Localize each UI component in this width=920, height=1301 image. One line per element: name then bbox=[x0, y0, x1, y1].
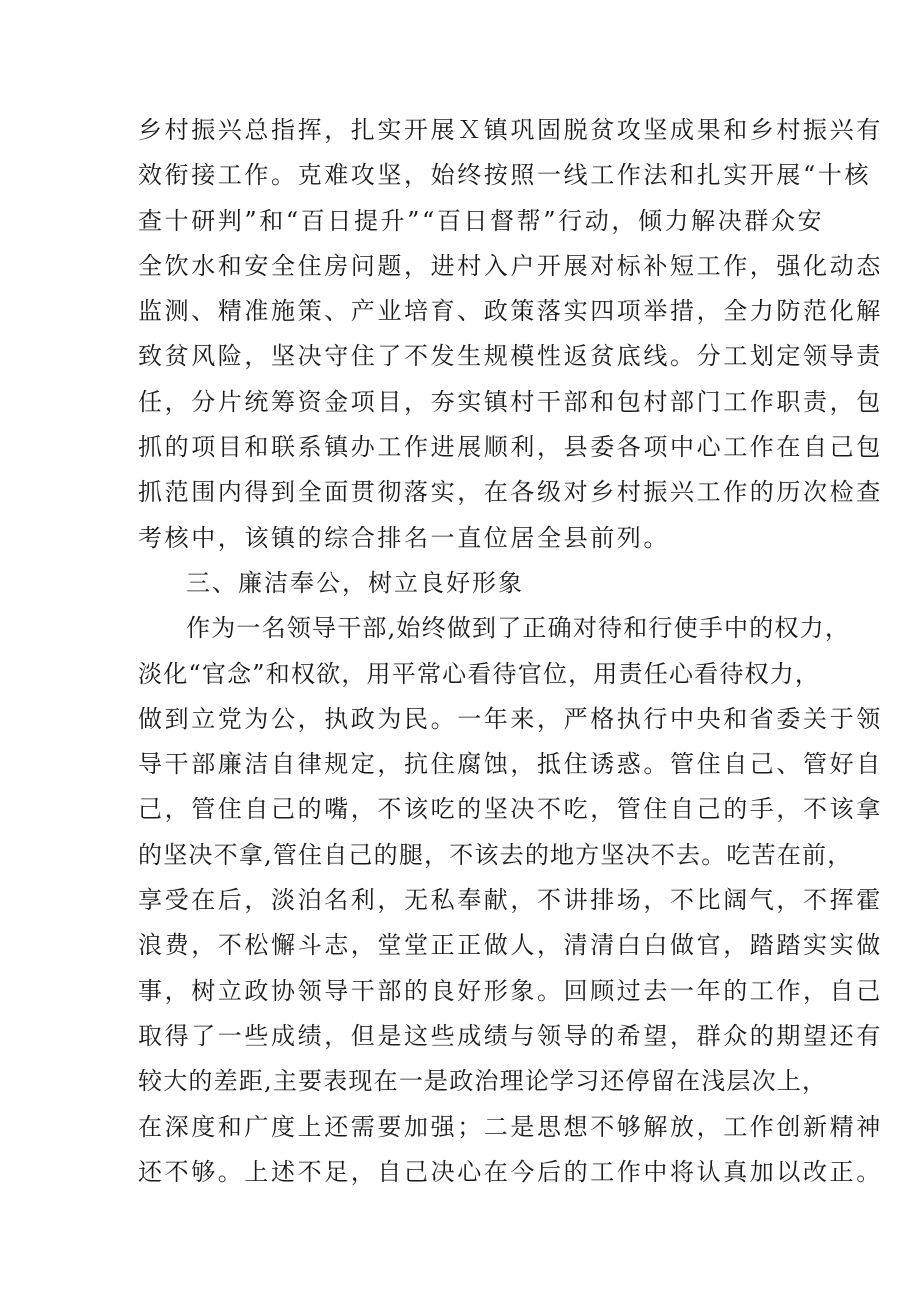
continued-paragraph bbox=[138, 108, 883, 561]
paragraph-line: 乡村振兴总指挥，扎实开展Ｘ镇巩固脱贫攻坚成果和乡村振兴有 bbox=[138, 116, 883, 144]
paragraph-line: 己，管住自己的嘴，不该吃的坚决不吃，管住自己的手，不该拿 bbox=[138, 795, 883, 824]
paragraph-line: 做到立党为公，执政为民。一年来，严格执行中央和省委关于领 bbox=[138, 704, 883, 733]
paragraph-line: 淡化“官念”和权欲，用平常心看待官位，用责任心看待权力， bbox=[138, 659, 821, 688]
paragraph-line: 较大的差距,主要表现在一是政治理论学习还停留在浅层次上， bbox=[138, 1067, 828, 1096]
section-heading: 三、廉洁奉公，树立良好形象 bbox=[186, 568, 524, 597]
paragraph-line: 抓的项目和联系镇办工作进展顺利，县委各项中心工作在自己包 bbox=[138, 433, 883, 462]
paragraph-line: 浪费，不松懈斗志，堂堂正正做人，清清白白做官，踏踏实实做 bbox=[138, 931, 883, 960]
paragraph-line: 任，分片统筹资金项目，夯实镇村干部和包村部门工作职责，包 bbox=[138, 387, 883, 416]
paragraph-line: 查十研判”和“百日提升”“百日督帮”行动，倾力解决群众安 bbox=[138, 206, 825, 235]
paragraph-line: 的坚决不拿,管住自己的腿，不该去的地方坚决不去。吃苦在前， bbox=[138, 840, 853, 869]
paragraph-line: 在深度和广度上还需要加强；二是思想不够解放，工作创新精神 bbox=[138, 1112, 883, 1141]
paragraph-line: 导干部廉洁自律规定，抗住腐蚀，抵住诱惑。管住自己、管好自 bbox=[138, 750, 883, 779]
integrity-paragraph bbox=[138, 606, 883, 1195]
paragraph-line: 考核中，该镇的综合排名一直位居全县前列。 bbox=[138, 523, 670, 552]
paragraph-line: 监测、精准施策、产业培育、政策落实四项举措，全力防范化解 bbox=[138, 297, 883, 326]
paragraph-line: 效衔接工作。克难攻坚，始终按照一线工作法和扎实开展“十核 bbox=[138, 161, 872, 190]
document-body bbox=[138, 108, 883, 1195]
paragraph-line: 享受在后，淡泊名利，无私奉献，不讲排场，不比阔气，不挥霍 bbox=[138, 886, 883, 915]
paragraph-line: 取得了一些成绩，但是这些成绩与领导的希望，群众的期望还有 bbox=[138, 1021, 883, 1050]
paragraph-line: 事，树立政协领导干部的良好形象。回顾过去一年的工作，自己 bbox=[138, 976, 883, 1005]
paragraph-line: 全饮水和安全住房问题，进村入户开展对标补短工作，强化动态 bbox=[138, 251, 883, 280]
paragraph-line: 致贫风险，坚决守住了不发生规模性返贫底线。分工划定领导责 bbox=[138, 342, 883, 371]
paragraph-line: 还不够。上述不足，自己决心在今后的工作中将认真加以改正。 bbox=[138, 1157, 883, 1186]
paragraph-line: 作为一名领导干部,始终做到了正确对待和行使手中的权力， bbox=[186, 614, 851, 643]
paragraph-line: 抓范围内得到全面贯彻落实，在各级对乡村振兴工作的历次检查 bbox=[138, 478, 883, 507]
